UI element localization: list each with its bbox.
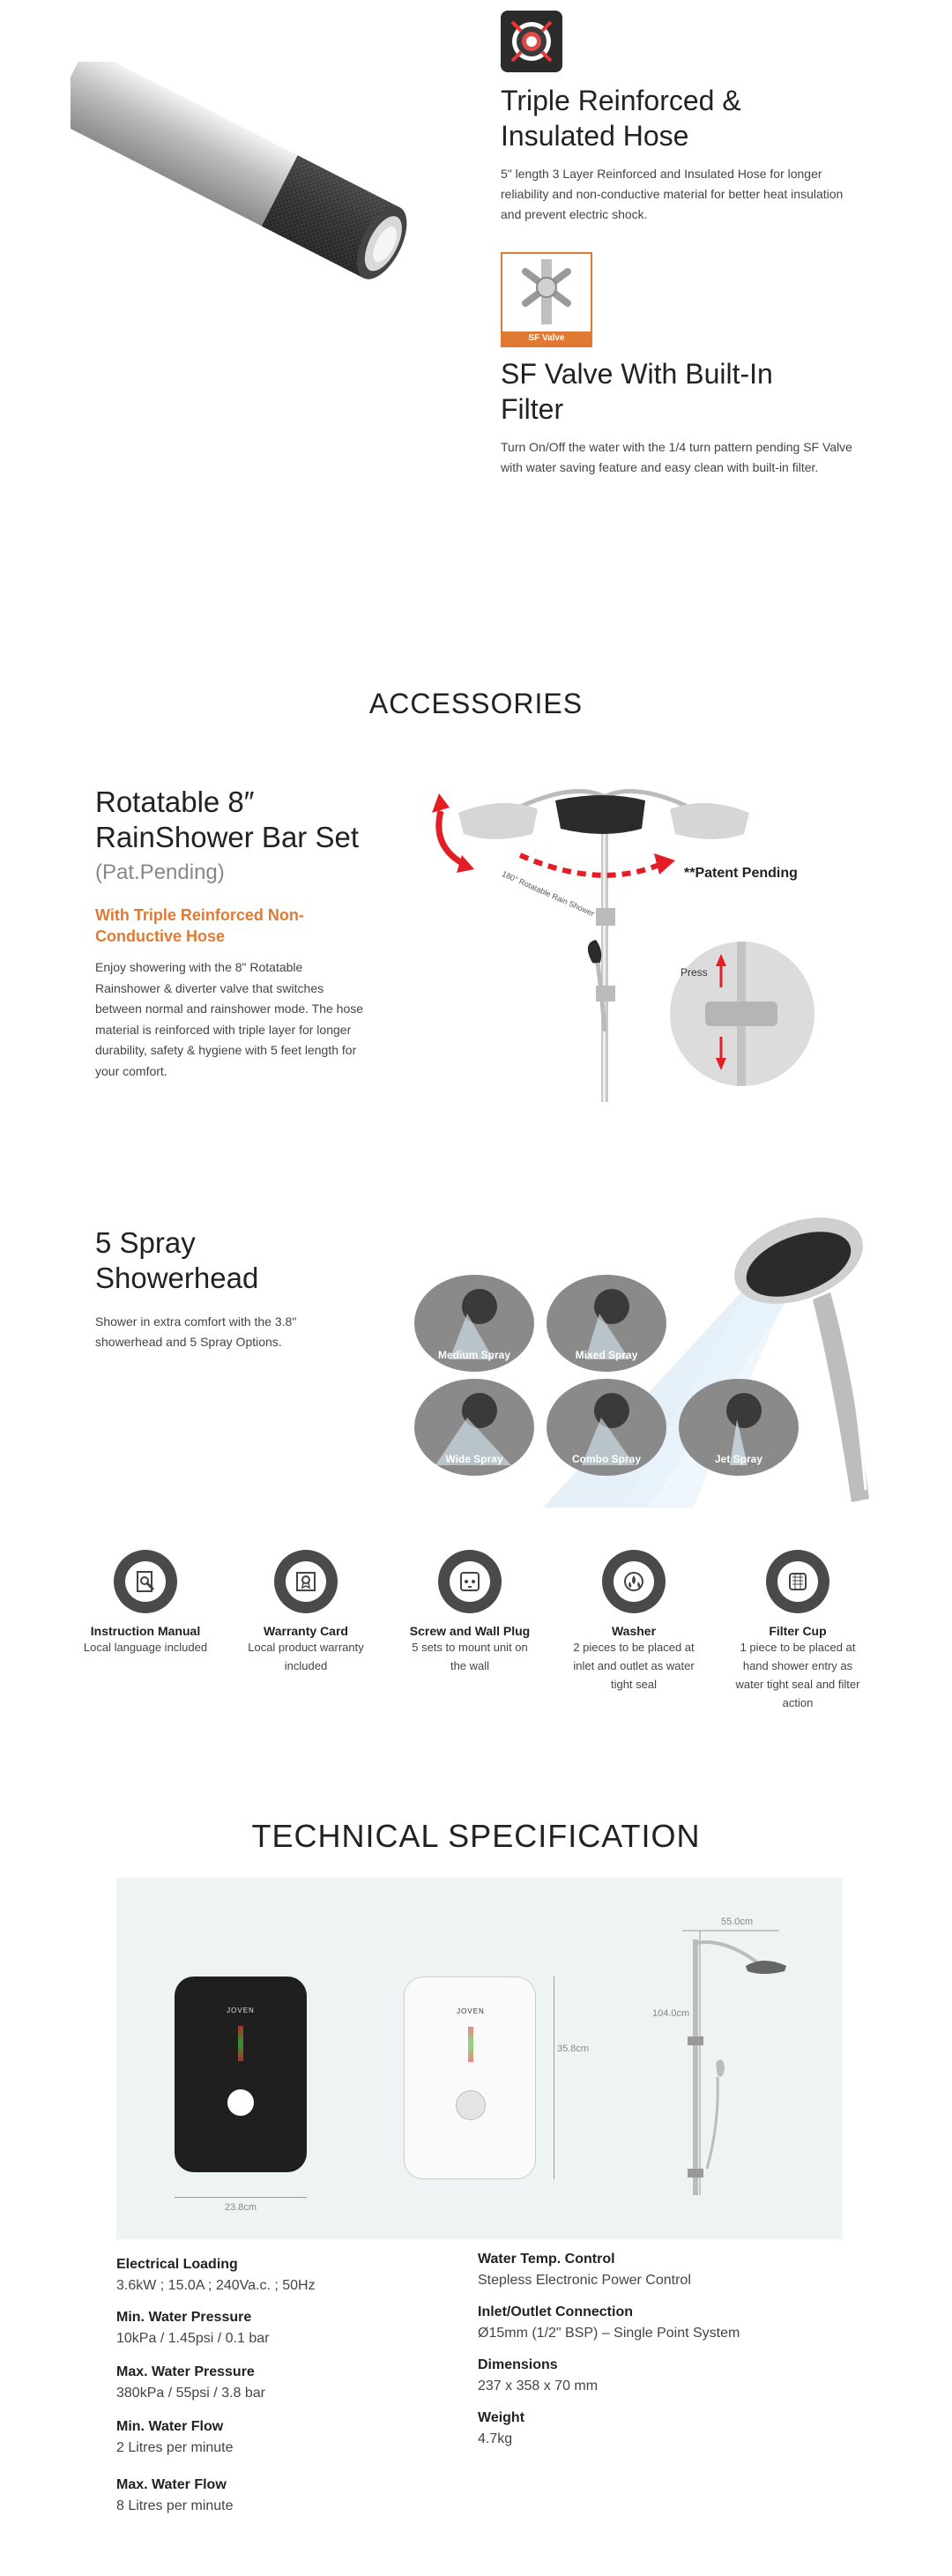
rainshower-subtitle: (Pat.Pending) [95, 860, 225, 884]
spec-item [116, 2419, 234, 2456]
spec-label: Water Temp. Control [478, 2252, 615, 2267]
bar-width-dimension: 55.0cm [721, 1917, 754, 1927]
accessory-item-warranty-card [240, 1550, 372, 1675]
spec-value: Stepless Electronic Power Control [478, 2273, 691, 2288]
spray-mode-combo: Combo Spray [547, 1379, 666, 1476]
accessory-title: Instruction Manual [90, 1624, 201, 1638]
accessory-item-filter-cup [732, 1550, 864, 1712]
height-dimension: 35.8cm [557, 2044, 590, 2054]
spray-description: Shower in extra comfort with the 3.8" showerhead and 5 Spray Options. [95, 1314, 297, 1349]
accessories-heading: ACCESSORIES [368, 688, 584, 719]
spec-label: Max. Water Pressure [116, 2364, 255, 2379]
sf-valve-badge [501, 252, 592, 347]
hose-feature-icon [501, 11, 562, 72]
bar-height-dimension: 104.0cm [652, 2008, 690, 2019]
accessory-desc: 1 piece to be placed at hand shower entry as water tight seal and filter action [735, 1641, 860, 1709]
rainshower-illustration [423, 767, 829, 1102]
shower-bar-drawing [638, 1913, 814, 2230]
manual-icon [114, 1550, 177, 1613]
spec-value: 3.6kW ; 15.0A ; 240Va.c. ; 50Hz [116, 2278, 316, 2293]
spray-mode-mixed: Mixed Spray [547, 1275, 666, 1372]
accessory-title: Warranty Card [264, 1624, 348, 1638]
accessory-title: Filter Cup [769, 1624, 827, 1638]
hose-feature-description: 5" length 3 Layer Reinforced and Insulated Hose for longer reliability and non-conductive material for better heat insulation and prevent electric shock. [501, 167, 844, 221]
accessory-desc: Local product warranty included [248, 1641, 364, 1672]
spec-value: 10kPa / 1.45psi / 0.1 bar [116, 2331, 270, 2346]
accessory-title: Washer [611, 1624, 657, 1638]
spec-label: Dimensions [478, 2357, 558, 2372]
washer-icon [602, 1550, 666, 1613]
spec-label: Min. Water Pressure [116, 2310, 252, 2325]
black-heater-unit [175, 1977, 307, 2172]
accessory-item-screw-wall-plug [404, 1550, 536, 1675]
certificate-icon [274, 1550, 338, 1613]
hose-image [71, 62, 450, 300]
spec-value: Ø15mm (1/2" BSP) – Single Point System [478, 2326, 740, 2341]
rainshower-description: Enjoy showering with the 8" Rotatable Rainshower & diverter valve that switches between normal and rainshower mode. The hose material is reinforced with triple layer for longer durability, safety & hygiene with 5 feet length for your comfort. [95, 960, 364, 1078]
spec-value: 4.7kg [478, 2431, 513, 2446]
accessory-desc: 2 pieces to be placed at inlet and outlet as water tight seal [573, 1641, 695, 1691]
spec-item [478, 2357, 598, 2394]
spec-label: Weight [478, 2410, 525, 2425]
white-heater-unit [404, 1977, 536, 2179]
product-dimensions-panel [116, 1878, 843, 2239]
brand-label: JOVEN [457, 2007, 485, 2015]
accessory-desc: 5 sets to mount unit on the wall [412, 1641, 528, 1672]
hose-feature-title: Triple Reinforced & Insulated Hose [501, 85, 741, 152]
rainshower-title: Rotatable 8″ RainShower Bar Set [95, 785, 359, 853]
spec-item [116, 2310, 269, 2347]
spray-mode-wide: Wide Spray [414, 1379, 534, 1476]
accessory-desc: Local language included [83, 1641, 208, 1654]
sf-valve-feature-description: Turn On/Off the water with the 1/4 turn pattern pending SF Valve with water saving feature and easy clean with built-in filter. [501, 440, 852, 474]
brand-label: JOVEN [227, 2006, 255, 2014]
width-dimension: 23.8cm [224, 2202, 257, 2213]
spray-mode-jet: Jet Spray [679, 1379, 799, 1476]
spec-label: Max. Water Flow [116, 2477, 227, 2492]
width-dimension-line [175, 2197, 307, 2198]
spec-value: 380kPa / 55psi / 3.8 bar [116, 2386, 265, 2401]
sf-valve-badge-label: SF Valve [502, 331, 591, 346]
filter-cup-icon [766, 1550, 829, 1613]
spec-item [478, 2304, 848, 2341]
accessory-title: Screw and Wall Plug [409, 1624, 531, 1638]
sf-valve-feature-title: SF Valve With Built-In Filter [501, 358, 773, 425]
spec-value: 8 Litres per minute [116, 2498, 234, 2513]
spec-item [116, 2477, 234, 2514]
spec-label: Min. Water Flow [116, 2419, 224, 2434]
accessory-item-instruction-manual [79, 1550, 212, 1657]
technical-heading: TECHNICAL SPECIFICATION [251, 1818, 701, 1854]
screw-plug-icon [438, 1550, 502, 1613]
spec-label: Inlet/Outlet Connection [478, 2304, 633, 2319]
spray-mode-medium: Medium Spray [414, 1275, 534, 1372]
spec-value: 2 Litres per minute [116, 2440, 234, 2455]
accessory-item-washer [568, 1550, 700, 1694]
spec-value: 237 x 358 x 70 mm [478, 2379, 599, 2394]
spec-item [116, 2364, 265, 2401]
rotate-label: 180° Rotatable Rain Shower [500, 869, 596, 919]
spec-item [478, 2252, 691, 2289]
spec-label: Electrical Loading [116, 2257, 238, 2272]
press-label: Press [681, 966, 708, 979]
rainshower-highlight: With Triple Reinforced Non-Conductive Hose [95, 906, 304, 945]
spec-item [478, 2410, 524, 2447]
spray-title: 5 Spray Showerhead [95, 1226, 259, 1294]
spec-item [116, 2257, 316, 2294]
patent-pending-label: **Patent Pending [684, 866, 798, 881]
